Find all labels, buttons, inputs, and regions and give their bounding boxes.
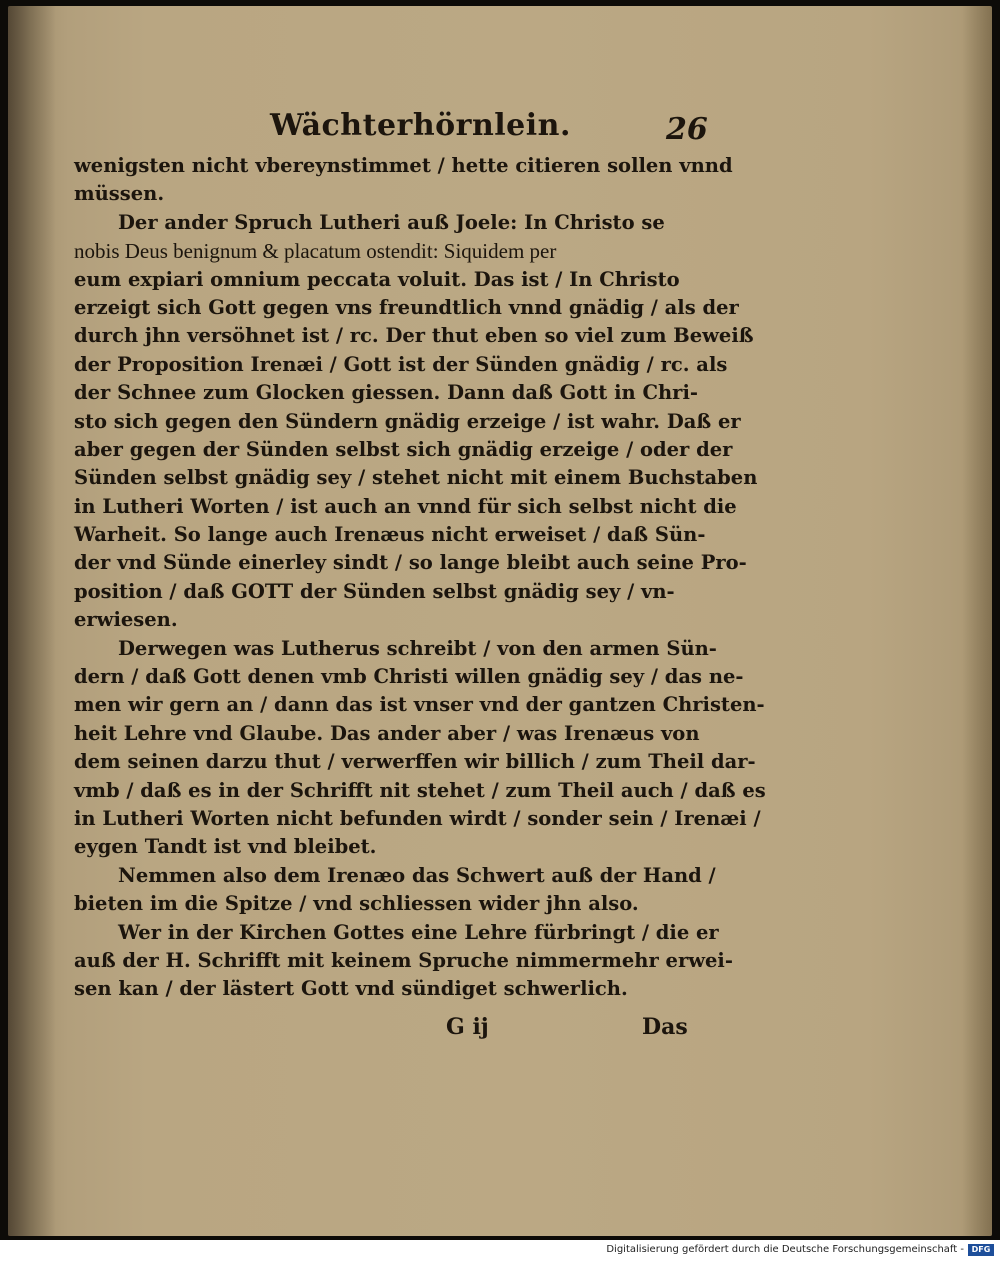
text-line: der Proposition Irenæi / Gott ist der Sünden gnädig / rc. als — [74, 352, 728, 376]
text-block — [74, 102, 766, 1050]
text-line: müssen. — [74, 182, 165, 206]
text-line: wenigsten nicht vbereynstimmet / hette citieren sollen vnnd — [74, 154, 733, 177]
text-line: Wer in der Kirchen Gottes eine Lehre fürbringt / die er — [118, 920, 719, 944]
page-number: 26 — [666, 112, 708, 147]
text-line: Sünden selbst gnädig sey / stehet nicht mit einem Buchstaben — [74, 466, 758, 490]
dfg-logo-icon: DFG — [968, 1244, 994, 1256]
text-line: durch jhn versöhnet ist / rc. Der thut eben so viel zum Beweiß — [74, 324, 754, 348]
text-line: sto sich gegen den Sündern gnädig erzeige / ist wahr. Daß er — [74, 409, 741, 433]
signature-mark: G ij — [446, 1013, 489, 1040]
body-text — [74, 152, 766, 1004]
page-edge-shadow — [962, 6, 992, 1236]
text-line: in Lutheri Worten / ist auch an vnnd für sich selbst nicht die — [74, 494, 737, 518]
running-head — [74, 102, 714, 152]
text-line: erzeigt sich Gott gegen vns freundtlich vnnd gnädig / als der — [74, 295, 739, 319]
text-line: men wir gern an / dann das ist vnser vnd der gantzen Christen- — [74, 693, 765, 717]
text-line: erwiesen. — [74, 608, 178, 632]
text-line: Warheit. So lange auch Irenæus nicht erweiset / daß Sün- — [74, 523, 706, 547]
text-line: eum expiari omnium peccata voluit. Das ist / In Christo — [74, 267, 680, 291]
text-line: der Schnee zum Glocken giessen. Dann daß Gott in Chri- — [74, 381, 698, 405]
text-line: heit Lehre vnd Glaube. Das ander aber / was Irenæus von — [74, 721, 700, 745]
book-page — [8, 6, 992, 1236]
running-head-title: Wächterhörnlein. — [270, 108, 571, 143]
funding-credit: Digitalisierung gefördert durch die Deutsche Forschungsgemeinschaft - — [606, 1244, 964, 1255]
credit-bar — [0, 1240, 1000, 1261]
text-line-latin: nobis Deus benignum & placatum ostendit: Siquidem per — [74, 239, 557, 264]
text-line: dem seinen darzu thut / verwerffen wir billich / zum Theil dar- — [74, 750, 756, 774]
text-line: auß der H. Schrifft mit keinem Spruche nimmermehr erwei- — [74, 948, 733, 972]
text-line: Derwegen was Lutherus schreibt / von den armen Sün- — [118, 636, 717, 660]
catchword: Das — [642, 1013, 688, 1040]
text-line: eygen Tandt ist vnd bleibet. — [74, 835, 377, 859]
text-line: sen kan / der lästert Gott vnd sündiget schwerlich. — [74, 977, 628, 1001]
text-line: dern / daß Gott denen vmb Christi willen gnädig sey / das ne- — [74, 665, 744, 689]
gutter-shadow — [8, 6, 56, 1236]
page-footer — [74, 1010, 714, 1050]
text-line: Nemmen also dem Irenæo das Schwert auß der Hand / — [118, 863, 716, 887]
text-line: position / daß GOTT der Sünden selbst gnädig sey / vn- — [74, 579, 675, 603]
text-line: aber gegen der Sünden selbst sich gnädig erzeige / oder der — [74, 437, 733, 461]
text-line: vmb / daß es in der Schrifft nit stehet / zum Theil auch / daß es — [74, 778, 766, 802]
text-line: Der ander Spruch Lutheri auß Joele: In Christo se — [118, 210, 665, 234]
text-line: der vnd Sünde einerley sindt / so lange bleibt auch seine Pro- — [74, 551, 747, 575]
text-line: in Lutheri Worten nicht befunden wirdt / sonder sein / Irenæi / — [74, 806, 761, 830]
text-line: bieten im die Spitze / vnd schliessen wider jhn also. — [74, 892, 639, 916]
